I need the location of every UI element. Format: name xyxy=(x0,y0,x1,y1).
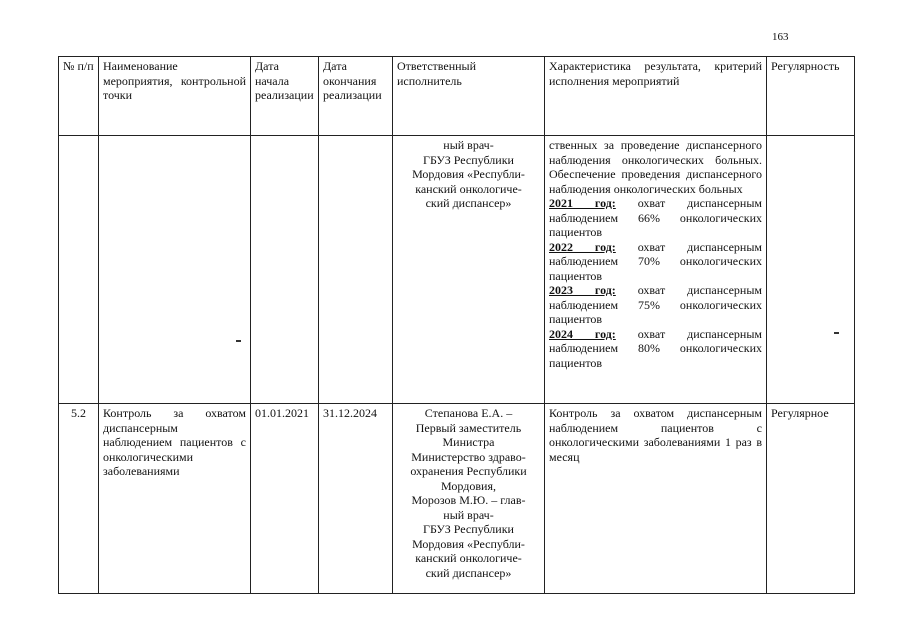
target-text: охват диспансерным наблюдением 80% онкологических пациентов xyxy=(549,326,763,370)
table-header-row xyxy=(59,57,855,136)
responsible-line: канский онкологиче- xyxy=(415,551,522,565)
responsible-line: Министра xyxy=(442,435,495,449)
header-name: Наименование мероприятия, контрольной точки xyxy=(99,57,251,136)
target-year: 2021 год: xyxy=(549,196,616,210)
scan-speck xyxy=(834,332,839,334)
target-text: охват диспансерным наблюдением 75% онкологических пациентов xyxy=(549,283,763,326)
responsible-line: Мордовия «Республи- xyxy=(412,536,525,551)
target-2022 xyxy=(549,240,762,284)
cell-regularity-empty xyxy=(767,136,855,404)
responsible-line: Первый заместитель xyxy=(415,420,522,435)
scan-speck xyxy=(236,340,241,342)
target-year: 2024 год: xyxy=(549,326,616,341)
cell-result-continued xyxy=(545,136,767,404)
cell-end-date: 31.12.2024 xyxy=(319,404,393,594)
table-row-continued xyxy=(59,136,855,404)
cell-end-empty xyxy=(319,136,393,404)
cell-start-date: 01.01.2021 xyxy=(251,404,319,594)
responsible-line: ГБУЗ Республики xyxy=(423,152,514,167)
responsible-line: Мордовия «Республи- xyxy=(412,167,525,181)
responsible-line: ский диспансер» xyxy=(425,196,512,210)
responsible-line: Степанова Е.А. – xyxy=(424,406,513,420)
page-number: 163 xyxy=(772,31,789,43)
cell-regularity: Регулярное xyxy=(767,404,855,594)
target-2024 xyxy=(549,327,762,371)
cell-responsible xyxy=(393,404,545,594)
table-row-5-2 xyxy=(59,404,855,594)
cell-number: 5.2 xyxy=(59,404,99,594)
responsible-line: ский диспансер» xyxy=(425,565,512,580)
header-end-date: Дата окончания реализации xyxy=(319,57,393,136)
target-year: 2022 год: xyxy=(549,239,616,254)
target-2023 xyxy=(549,283,762,327)
target-2021 xyxy=(549,196,762,240)
header-regularity: Регулярность xyxy=(767,57,855,136)
responsible-line: Морозов М.Ю. – глав- xyxy=(411,493,526,507)
cell-name-empty xyxy=(99,136,251,404)
responsible-line: канский онкологиче- xyxy=(415,181,522,196)
cell-start-empty xyxy=(251,136,319,404)
responsible-line: ный врач- xyxy=(443,507,494,522)
header-responsible: Ответственный исполнитель xyxy=(393,57,545,136)
result-intro: ственных за проведение диспансерного наблюдения онкологических больных. Обеспечение проведения диспансерного наблюдения онкологических больных xyxy=(549,138,762,196)
target-text: охват диспансерным наблюдением 66% онкологических пациентов xyxy=(549,196,763,239)
responsible-line: ГБУЗ Республики xyxy=(423,522,514,536)
target-year: 2023 год: xyxy=(549,283,616,297)
cell-responsible-continued xyxy=(393,136,545,404)
cell-result: Контроль за охватом диспансерным наблюдением пациентов с онкологическими заболеваниями 1 раз в месяц xyxy=(545,404,767,594)
responsible-line: Мордовия, xyxy=(441,478,496,493)
responsible-line: Министерство здраво- xyxy=(411,449,526,464)
responsible-line: охранения Республики xyxy=(410,464,527,478)
header-result: Характеристика результата, критерий исполнения мероприятий xyxy=(545,57,767,136)
responsible-line: ный врач- xyxy=(443,138,494,152)
plan-table xyxy=(58,56,855,594)
cell-name: Контроль за охватом диспансерным наблюдением пациентов с онкологическими заболеваниями xyxy=(99,404,251,594)
header-start-date: Дата начала реализации xyxy=(251,57,319,136)
cell-number-empty xyxy=(59,136,99,404)
header-number: № п/п xyxy=(59,57,99,136)
target-text: охват диспансерным наблюдением 70% онкологических пациентов xyxy=(549,239,763,283)
